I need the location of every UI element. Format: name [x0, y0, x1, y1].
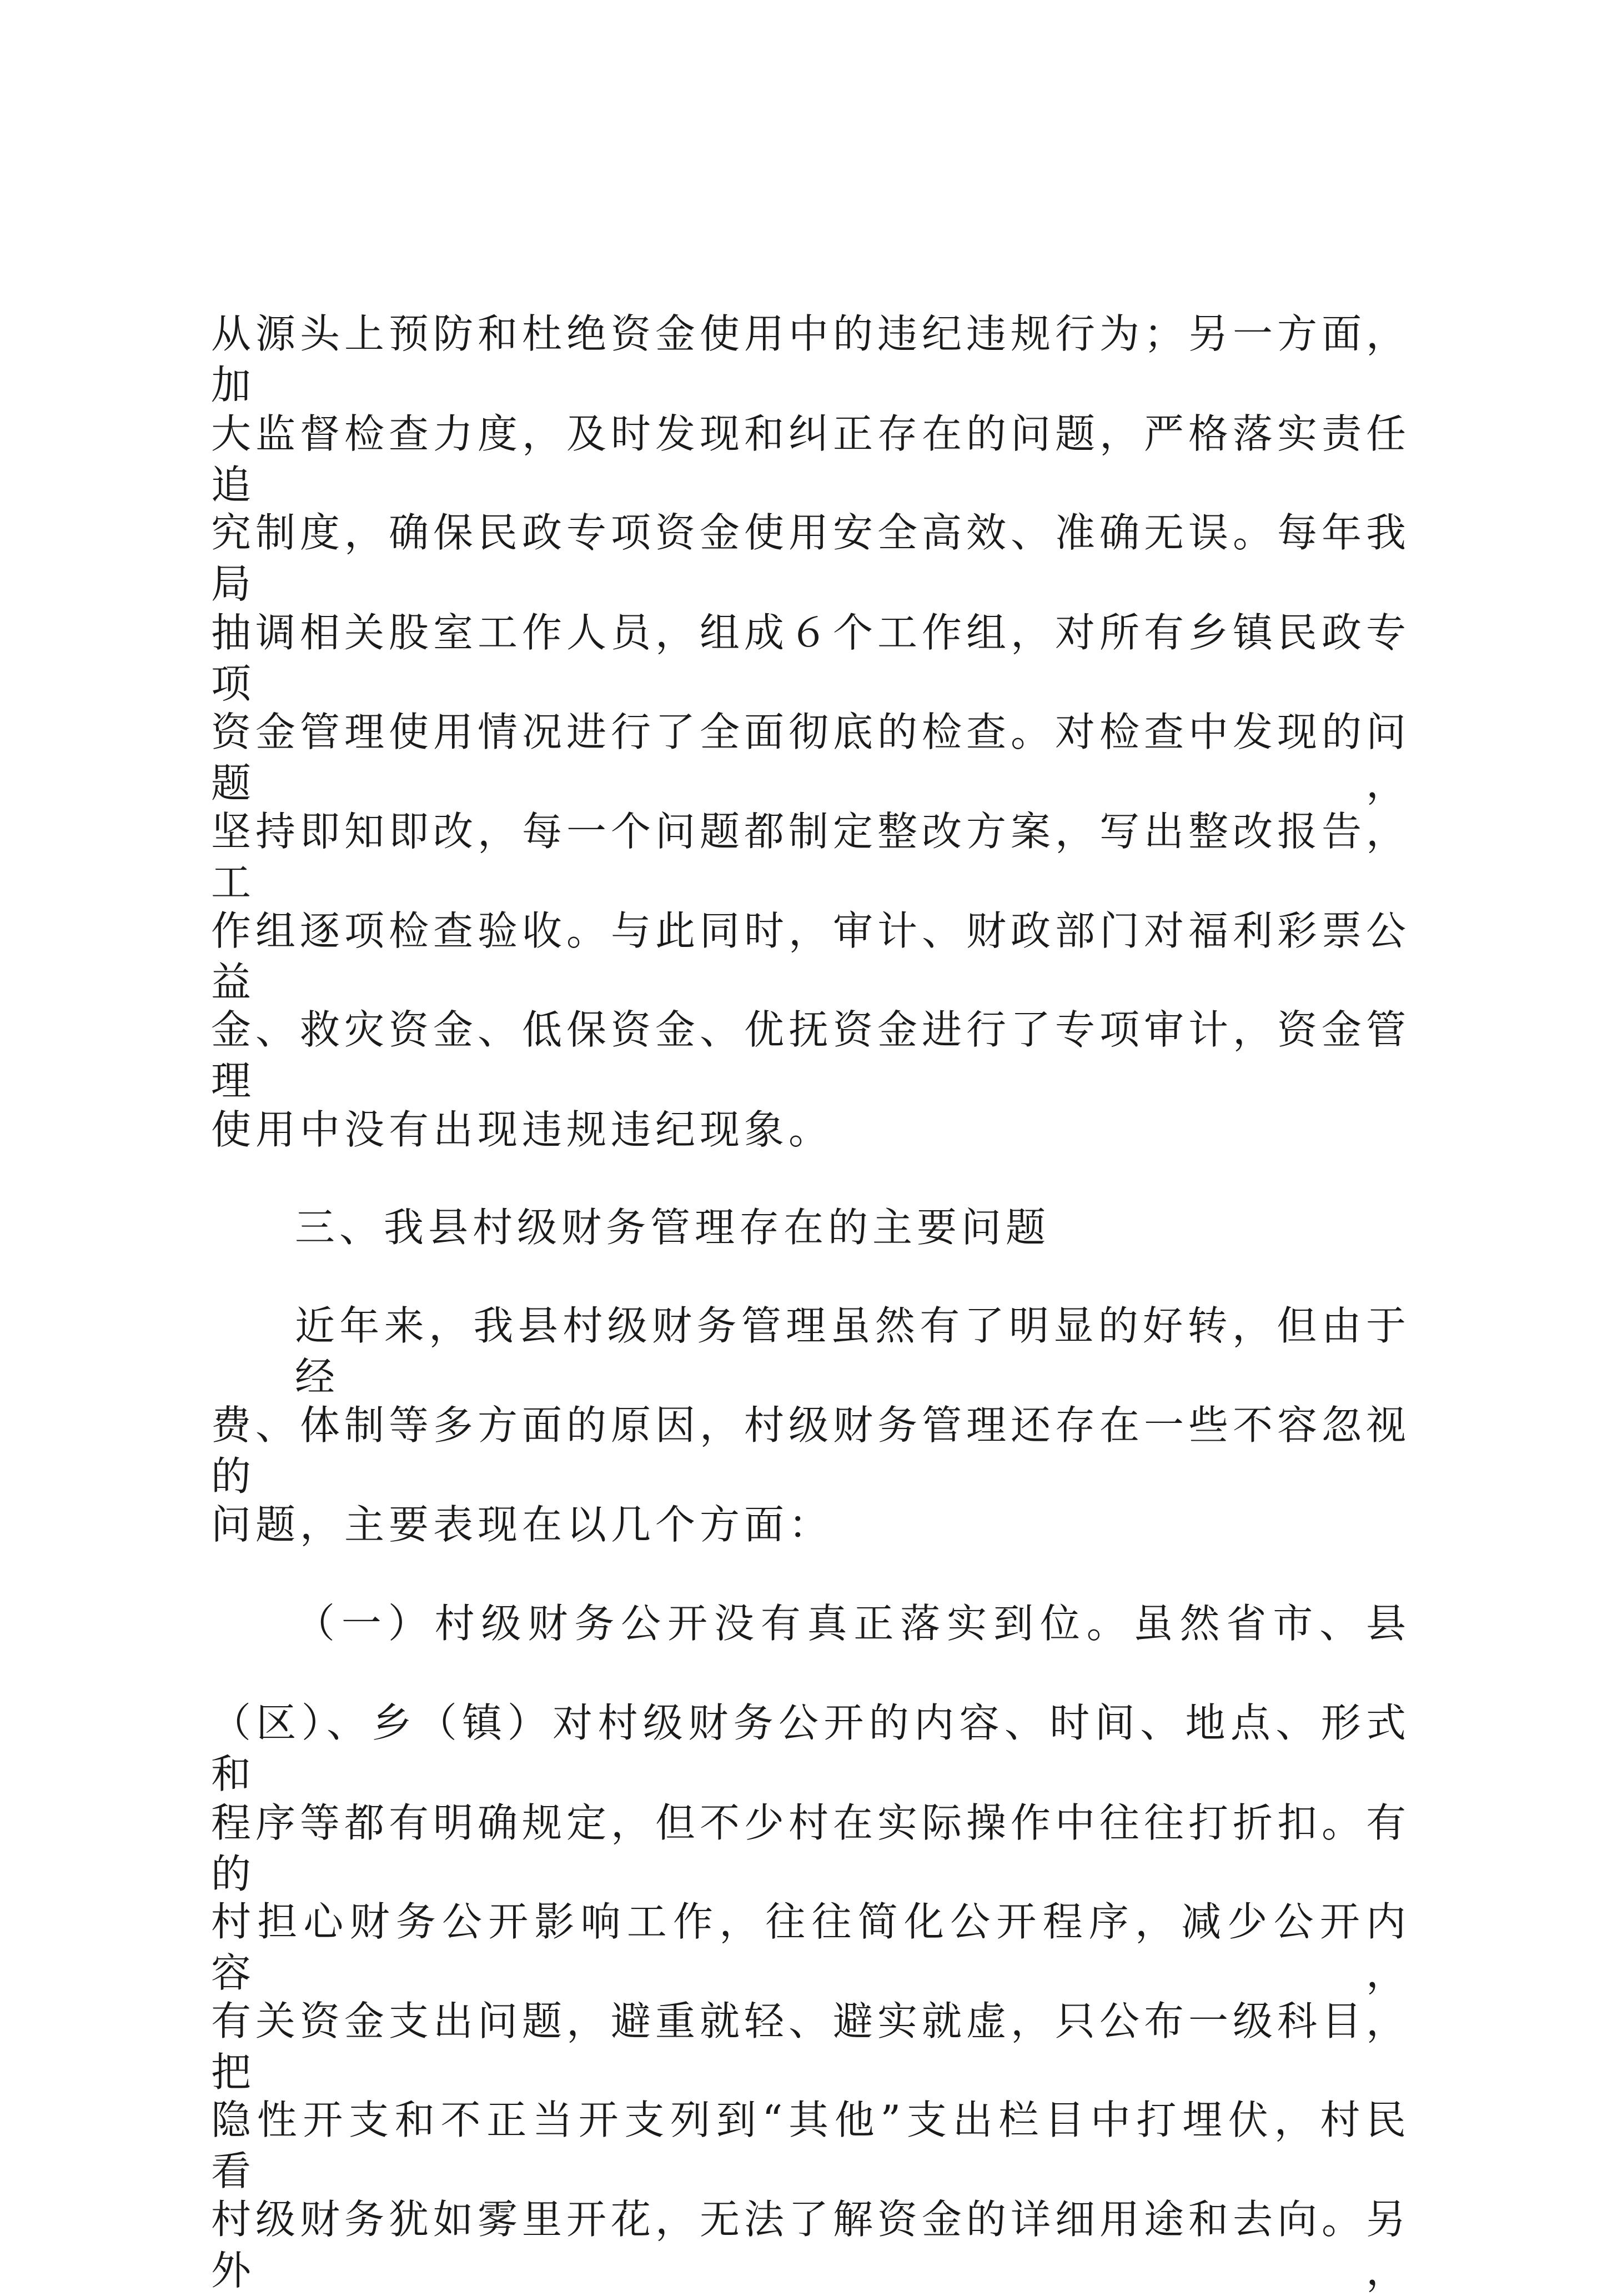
body-line-7: 作组逐项检查验收。与此同时，审计、财政部门对福利彩票公益	[211, 908, 1411, 1005]
body-line-9: 使用中没有出现违规违纪现象。	[211, 1106, 833, 1153]
body-line-3: 究制度，确保民政专项资金使用安全高效、准确无误。每年我局	[211, 509, 1411, 607]
body-line-5: 资金管理使用情况进行了全面彻底的检查。对检查中发现的问题，	[211, 709, 1411, 806]
body-line-11: 近年来，我县村级财务管理虽然有了明显的好转，但由于经	[295, 1302, 1410, 1400]
section-heading: 三、我县村级财务管理存在的主要问题	[295, 1204, 1051, 1251]
body-line-19: 隐性开支和不正当开支列到“其他”支出栏目中打埋伏，村民看	[211, 2097, 1410, 2194]
body-line-18: 有关资金支出问题，避重就轻、避实就虚，只公布一级科目，把	[211, 1998, 1411, 2096]
body-line-12: 费、体制等多方面的原因，村级财务管理还存在一些不容忽视的	[211, 1402, 1411, 1500]
body-line-15: （区）、乡（镇）对村级财务公开的内容、时间、地点、形式和	[211, 1700, 1410, 1797]
body-line-6: 坚持即知即改，每一个问题都制定整改方案，写出整改报告，工	[211, 808, 1411, 906]
subsection-line-1: （一）村级财务公开没有真正落实到位。虽然省市、县	[295, 1600, 1410, 1647]
body-line-1: 从源头上预防和杜绝资金使用中的违纪违规行为；另一方面，加	[211, 310, 1411, 408]
body-line-8: 金、救灾资金、低保资金、优抚资金进行了专项审计，资金管理	[211, 1006, 1411, 1104]
body-line-17: 村担心财务公开影响工作，往往简化公开程序，减少公开内容，	[211, 1898, 1410, 1996]
body-line-4: 抽调相关股室工作人员，组成６个工作组，对所有乡镇民政专项	[211, 609, 1411, 707]
body-line-20: 村级财务犹如雾里开花，无法了解资金的详细用途和去向。另外，	[211, 2196, 1411, 2294]
body-line-2: 大监督检查力度，及时发现和纠正存在的问题，严格落实责任追	[211, 410, 1411, 508]
body-line-13: 问题，主要表现在以几个方面：	[211, 1501, 833, 1548]
body-line-16: 程序等都有明确规定，但不少村在实际操作中往往打折扣。有的	[211, 1799, 1411, 1897]
